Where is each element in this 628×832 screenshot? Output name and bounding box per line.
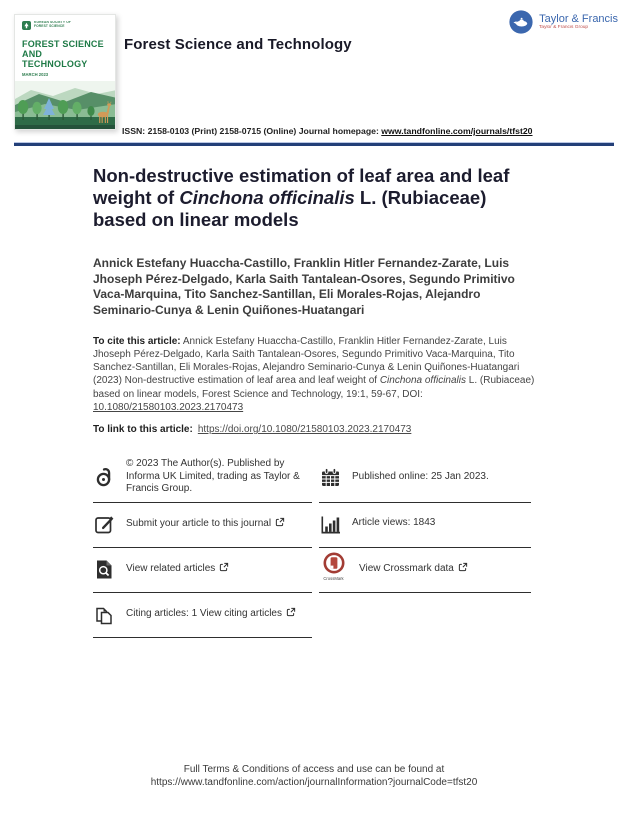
crossmark-caption: CrossMark (323, 577, 344, 582)
doi-link[interactable]: 10.1080/21580103.2023.2170473 (93, 401, 244, 413)
view-related-articles-link[interactable] (93, 548, 312, 593)
published-online-text: Published online: 25 Jan 2023. (352, 470, 489, 482)
cover-journal-title: FOREST SCIENCE AND TECHNOLOGY (22, 38, 104, 69)
open-access-notice (93, 454, 312, 503)
tf-logo-name: Taylor & Francis (539, 12, 618, 25)
article-url-link[interactable]: https://doi.org/10.1080/21580103.2023.2170473 (197, 424, 412, 436)
issn-text: ISSN: 2158-0103 (Print) 2158-0715 (Online) Journal homepage: (122, 126, 382, 136)
submit-article-link[interactable] (93, 503, 312, 548)
link-label: To link to this article: (93, 424, 193, 436)
external-link-icon (458, 562, 468, 572)
view-crossmark-data-link[interactable] (319, 548, 531, 593)
journal-name: Forest Science and Technology (124, 36, 352, 53)
citation-block: To cite this article: Annick Estefany Huaccha-Castillo, Franklin Hitler Fernandez-Zarate, Luis Jhoseph Pérez-Delgado, Karla Saith Tantalean-Osores, Segundo Primitivo Vaca-Marquina, Tito Sanchez-Santillan, Eli Morales-Rojas, Alejandro Seminario-Cunya & Lenin Quiñones-Huatangari (2023) Non-destructive estimation of leaf area and leaf weight of Cinchona officinalis L. (Rubiaceae) based on linear models, Forest Science and Technology, 19:1, 59-67, DOI: 10.1080/21580103.2023.2170473 (93, 335, 535, 413)
external-link-icon (219, 562, 229, 572)
view-related-text: View related articles (126, 562, 229, 576)
header-divider (14, 142, 614, 146)
open-access-icon (93, 466, 115, 488)
cover-forest-illustration (15, 81, 116, 129)
tf-lamp-icon (508, 9, 534, 35)
issn-line (122, 126, 533, 136)
submit-article-text: Submit your article to this journal (126, 517, 285, 531)
journal-cover-thumbnail (14, 14, 116, 130)
page-footer (0, 763, 628, 789)
article-authors: Annick Estefany Huaccha-Castillo, Franklin Hitler Fernandez-Zarate, Luis Jhoseph Pérez-Delgado, Karla Saith Tantalean-Osores, Segundo Primitivo Vaca-Marquina, Tito Sanchez-Santillan, Eli Morales-Rojas, Alejandro Seminario-Cunya & Lenin Quiñones-Huatangari (93, 256, 515, 317)
article-title: Non-destructive estimation of leaf area and leaf weight of Cinchona officinalis L. (Rubiaceae) based on linear models (93, 165, 510, 230)
article-views-text: Article views: 1843 (352, 517, 436, 529)
bar-chart-icon (319, 513, 341, 535)
published-online (319, 454, 531, 503)
submit-pencil-icon (93, 513, 115, 535)
taylor-francis-logo (508, 9, 618, 35)
cover-issue-date: MARCH 2023 (22, 73, 49, 78)
citing-articles-text: Citing articles: 1 View citing articles (126, 607, 296, 621)
article-meta-grid (93, 454, 542, 638)
society-name: KOREAN SOCIETY OF FOREST SCIENCE (34, 21, 72, 29)
korean-society-logo-icon (22, 21, 31, 30)
article-views (319, 503, 531, 548)
tf-logo-group: Taylor & Francis Group (539, 25, 589, 30)
link-block (93, 424, 542, 435)
external-link-icon (275, 517, 285, 527)
crossmark-icon (319, 552, 348, 585)
journal-homepage-link[interactable]: www.tandfonline.com/journals/tfst20 (381, 126, 533, 136)
calendar-icon (319, 466, 341, 488)
cite-label: To cite this article: (93, 335, 181, 347)
related-articles-icon (93, 558, 115, 580)
footer-terms-text: Full Terms & Conditions of access and use can be found at (183, 764, 445, 775)
external-link-icon (286, 607, 296, 617)
footer-terms-url: https://www.tandfonline.com/action/journalInformation?journalCode=tfst20 (150, 777, 478, 788)
citing-articles-icon (93, 603, 115, 625)
view-crossmark-text: View Crossmark data (359, 562, 468, 576)
copyright-text: © 2023 The Author(s). Published by Informa UK Limited, trading as Taylor & Francis Group. (126, 458, 300, 495)
empty-grid-cell (319, 593, 531, 638)
citing-articles-link[interactable] (93, 593, 312, 638)
